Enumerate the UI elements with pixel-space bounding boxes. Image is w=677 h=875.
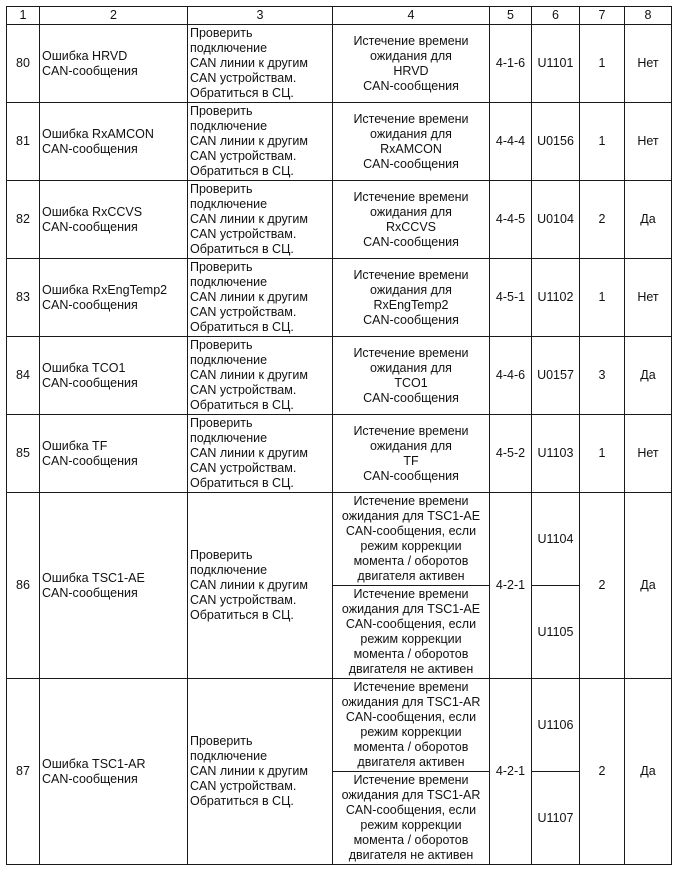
dtc-code-inactive: U1105 (532, 586, 580, 679)
cause-text-inactive: Истечение времени ожидания для TSC1-AR CAN-сообщения, если режим коррекции момента / оборотов двигателя не активен (333, 772, 490, 865)
row-number: 87 (7, 679, 40, 865)
cause-text-active: Истечение времени ожидания для TSC1-AR CAN-сообщения, если режим коррекции момента / оборотов двигателя активен (333, 679, 490, 772)
severity-level: 2 (580, 679, 625, 865)
table-row (7, 259, 672, 337)
action-text: Проверить подключение CAN линии к другим CAN устройствам. Обратиться в СЦ. (188, 337, 333, 415)
table-row (7, 493, 672, 586)
cause-text: Истечение времени ожидания для RxEngTemp2 CAN-сообщения (333, 259, 490, 337)
header-col-4: 4 (333, 7, 490, 25)
flag-value: Да (625, 679, 672, 865)
error-name: Ошибка RxAMCON CAN-сообщения (40, 103, 188, 181)
action-text: Проверить подключение CAN линии к другим CAN устройствам. Обратиться в СЦ. (188, 415, 333, 493)
action-text: Проверить подключение CAN линии к другим CAN устройствам. Обратиться в СЦ. (188, 259, 333, 337)
row-number: 82 (7, 181, 40, 259)
row-number: 85 (7, 415, 40, 493)
error-name: Ошибка HRVD CAN-сообщения (40, 25, 188, 103)
row-number: 84 (7, 337, 40, 415)
blink-code: 4-2-1 (490, 493, 532, 679)
severity-level: 1 (580, 25, 625, 103)
header-col-7: 7 (580, 7, 625, 25)
flag-value: Да (625, 337, 672, 415)
dtc-code: U1102 (532, 259, 580, 337)
blink-code: 4-4-4 (490, 103, 532, 181)
error-name: Ошибка TSC1-AR CAN-сообщения (40, 679, 188, 865)
severity-level: 1 (580, 103, 625, 181)
flag-value: Нет (625, 103, 672, 181)
action-text: Проверить подключение CAN линии к другим CAN устройствам. Обратиться в СЦ. (188, 679, 333, 865)
dtc-table (6, 6, 672, 865)
header-col-1: 1 (7, 7, 40, 25)
severity-level: 1 (580, 259, 625, 337)
row-number: 86 (7, 493, 40, 679)
action-text: Проверить подключение CAN линии к другим CAN устройствам. Обратиться в СЦ. (188, 493, 333, 679)
action-text: Проверить подключение CAN линии к другим CAN устройствам. Обратиться в СЦ. (188, 25, 333, 103)
flag-value: Да (625, 181, 672, 259)
table-row (7, 103, 672, 181)
dtc-code: U0157 (532, 337, 580, 415)
table-row (7, 415, 672, 493)
dtc-code-active: U1106 (532, 679, 580, 772)
flag-value: Нет (625, 415, 672, 493)
cause-text-inactive: Истечение времени ожидания для TSC1-AE CAN-сообщения, если режим коррекции момента / оборотов двигателя не активен (333, 586, 490, 679)
row-number: 81 (7, 103, 40, 181)
severity-level: 2 (580, 181, 625, 259)
flag-value: Нет (625, 25, 672, 103)
blink-code: 4-4-5 (490, 181, 532, 259)
severity-level: 3 (580, 337, 625, 415)
header-col-5: 5 (490, 7, 532, 25)
blink-code: 4-5-2 (490, 415, 532, 493)
header-row (7, 7, 672, 25)
blink-code: 4-2-1 (490, 679, 532, 865)
table-row (7, 337, 672, 415)
cause-text: Истечение времени ожидания для RxAMCON CAN-сообщения (333, 103, 490, 181)
header-col-2: 2 (40, 7, 188, 25)
error-name: Ошибка RxEngTemp2 CAN-сообщения (40, 259, 188, 337)
action-text: Проверить подключение CAN линии к другим CAN устройствам. Обратиться в СЦ. (188, 181, 333, 259)
header-col-8: 8 (625, 7, 672, 25)
cause-text-active: Истечение времени ожидания для TSC1-AE CAN-сообщения, если режим коррекции момента / оборотов двигателя активен (333, 493, 490, 586)
header-col-3: 3 (188, 7, 333, 25)
table-row (7, 181, 672, 259)
cause-text: Истечение времени ожидания для TF CAN-сообщения (333, 415, 490, 493)
header-col-6: 6 (532, 7, 580, 25)
blink-code: 4-5-1 (490, 259, 532, 337)
severity-level: 1 (580, 415, 625, 493)
severity-level: 2 (580, 493, 625, 679)
dtc-code: U1103 (532, 415, 580, 493)
blink-code: 4-1-6 (490, 25, 532, 103)
error-name: Ошибка TF CAN-сообщения (40, 415, 188, 493)
flag-value: Нет (625, 259, 672, 337)
error-name: Ошибка RxCCVS CAN-сообщения (40, 181, 188, 259)
dtc-code-active: U1104 (532, 493, 580, 586)
flag-value: Да (625, 493, 672, 679)
table-row (7, 25, 672, 103)
row-number: 83 (7, 259, 40, 337)
row-number: 80 (7, 25, 40, 103)
action-text: Проверить подключение CAN линии к другим CAN устройствам. Обратиться в СЦ. (188, 103, 333, 181)
cause-text: Истечение времени ожидания для HRVD CAN-сообщения (333, 25, 490, 103)
dtc-code: U0156 (532, 103, 580, 181)
blink-code: 4-4-6 (490, 337, 532, 415)
error-name: Ошибка TSC1-AE CAN-сообщения (40, 493, 188, 679)
dtc-code: U0104 (532, 181, 580, 259)
error-name: Ошибка TCO1 CAN-сообщения (40, 337, 188, 415)
cause-text: Истечение времени ожидания для TCO1 CAN-сообщения (333, 337, 490, 415)
cause-text: Истечение времени ожидания для RxCCVS CAN-сообщения (333, 181, 490, 259)
table-row (7, 679, 672, 772)
dtc-code: U1101 (532, 25, 580, 103)
dtc-code-inactive: U1107 (532, 772, 580, 865)
